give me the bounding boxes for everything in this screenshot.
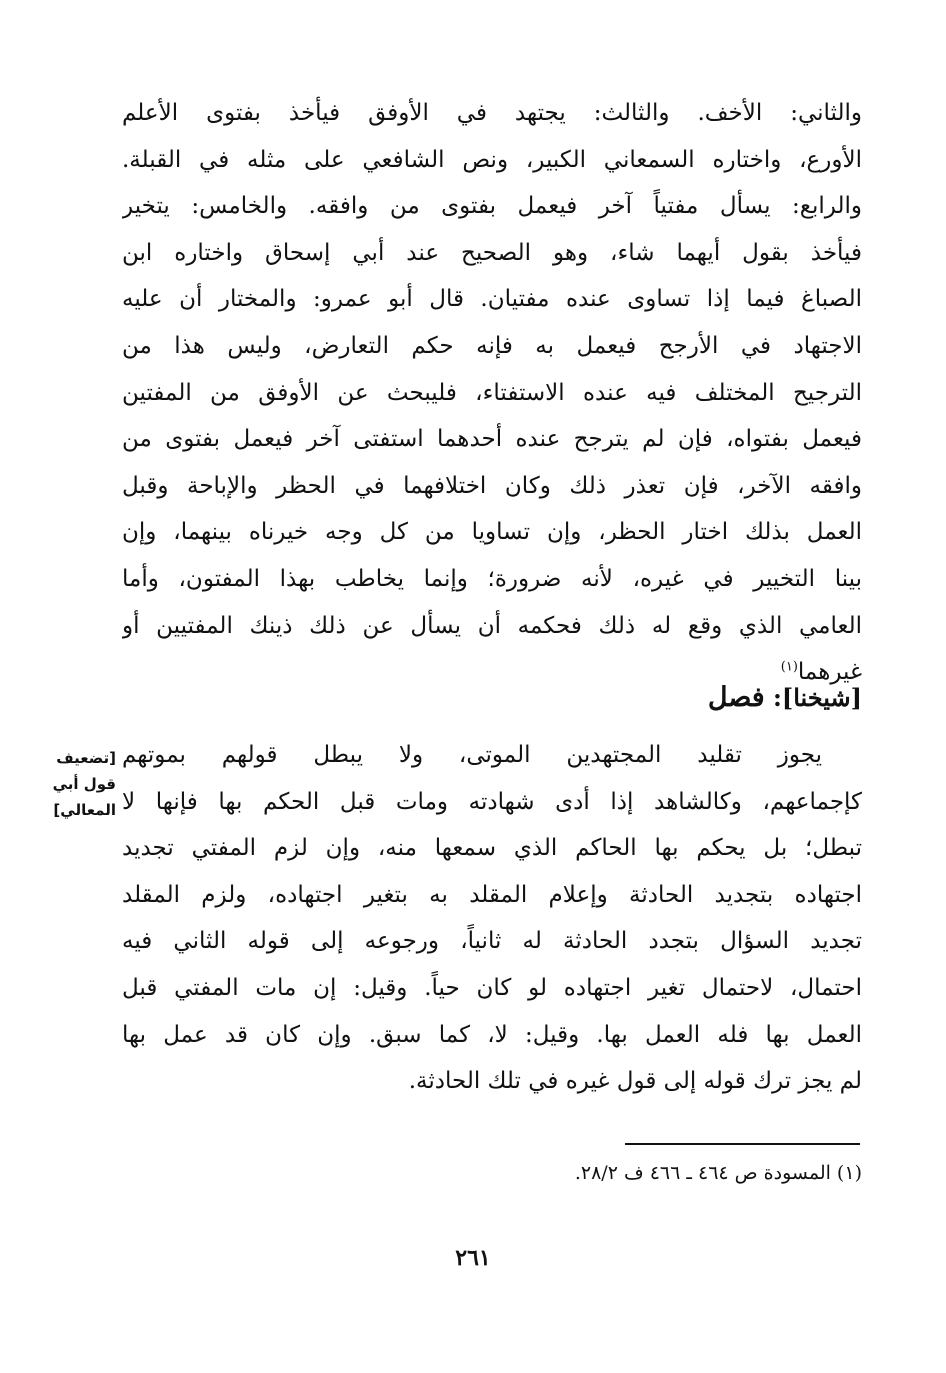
page-number: ٢٦١ — [455, 1245, 491, 1271]
section-bracket-label: [شيخنا]: — [773, 683, 862, 712]
text-line: كإجماعهم، وكالشاهد إذا أدى شهادته ومات قبل الحكم بها فإنها لا — [122, 788, 862, 815]
text-line: والثاني: الأخف. والثالث: يجتهد في الأوفق فيأخذ بفتوى الأعلم — [122, 100, 862, 126]
paragraph-2-lines — [122, 732, 862, 1105]
paragraph-2 — [122, 732, 862, 1105]
section-heading — [708, 682, 862, 713]
footnote: (١) المسودة ص ٤٦٤ ـ ٤٦٦ ف ٢٨/٢. — [574, 1162, 862, 1184]
section-title: فصل — [707, 682, 765, 713]
text-line: احتمال، لاحتمال تغير اجتهاده لو كان حياً. وقيل: إن مات المفتي قبل — [122, 974, 862, 1001]
text-line: تجديد السؤال بتجدد الحادثة له ثانياً، ورجوعه إلى قوله الثاني فيه — [122, 928, 862, 955]
text-line: والرابع: يسأل مفتياً آخر فيعمل بفتوى من وافقه. والخامس: يتخير — [122, 193, 862, 220]
text-line: الصباغ فيما إذا تساوى عنده مفتيان. قال أبو عمرو: والمختار أن عليه — [122, 286, 862, 313]
paragraph-1-lines — [122, 90, 862, 696]
paragraph-1 — [122, 90, 862, 696]
text-line: الترجيح المختلف فيه عنده الاستفتاء، فليبحث عن الأوفق من المفتين — [122, 379, 862, 406]
text-line: تبطل؛ بل يحكم بها الحاكم الذي سمعها منه، وإن لزم المفتي تجديد — [122, 835, 862, 862]
text-line: بينا التخيير في غيره، لأنه ضرورة؛ وإنما يخاطب بهذا المفتون، وأما — [122, 565, 862, 592]
text-line: فيعمل بفتواه، فإن لم يترجح عنده أحدهما استفتى آخر فيعمل بفتوى من — [122, 426, 862, 453]
text-line: اجتهاده بتجديد الحادثة وإعلام المقلد به بتغير اجتهاده، ولزم المقلد — [122, 881, 862, 908]
text-line-last: لم يجز ترك قوله إلى قول غيره في تلك الحادثة. — [408, 1068, 862, 1095]
text-line: العمل بها فله العمل بها. وقيل: لا، كما سبق. وإن كان قد عمل بها — [122, 1021, 862, 1048]
margin-note-line: المعالي] — [53, 801, 116, 819]
text-line: الأورع، واختاره السمعاني الكبير، ونص الشافعي على مثله في القبلة. — [122, 146, 862, 173]
text-line: العامي الذي وقع له ذلك فحكمه أن يسأل عن ذلك ذينك المفتيين أو — [122, 612, 862, 639]
text-line: العمل بذلك اختار الحظر، وإن تساويا من كل وجه خيرناه بينهما، وإن — [122, 519, 862, 546]
margin-note-line: قول أبي — [52, 775, 116, 793]
text-line: فيأخذ بقول أيهما شاء، وهو الصحيح عند أبي إسحاق واختاره ابن — [122, 239, 862, 266]
margin-note — [6, 745, 116, 823]
text-line-indented: يجوز تقليد المجتهدين الموتى، ولا يبطل قولهم بموتهم — [122, 742, 822, 768]
text-line: وافقه الآخر، فإن تعذر ذلك وكان اختلافهما في الحظر والإباحة وقبل — [122, 472, 862, 499]
footnote-reference[interactable]: (١) — [780, 659, 798, 675]
margin-note-line: [تضعيف — [56, 749, 116, 767]
text-line: الاجتهاد في الأرجح فيعمل به فإنه حكم التعارض، وليس هذا من — [122, 332, 862, 359]
footnote-divider — [625, 1143, 860, 1145]
last-line-text: غيرهما — [797, 659, 862, 686]
